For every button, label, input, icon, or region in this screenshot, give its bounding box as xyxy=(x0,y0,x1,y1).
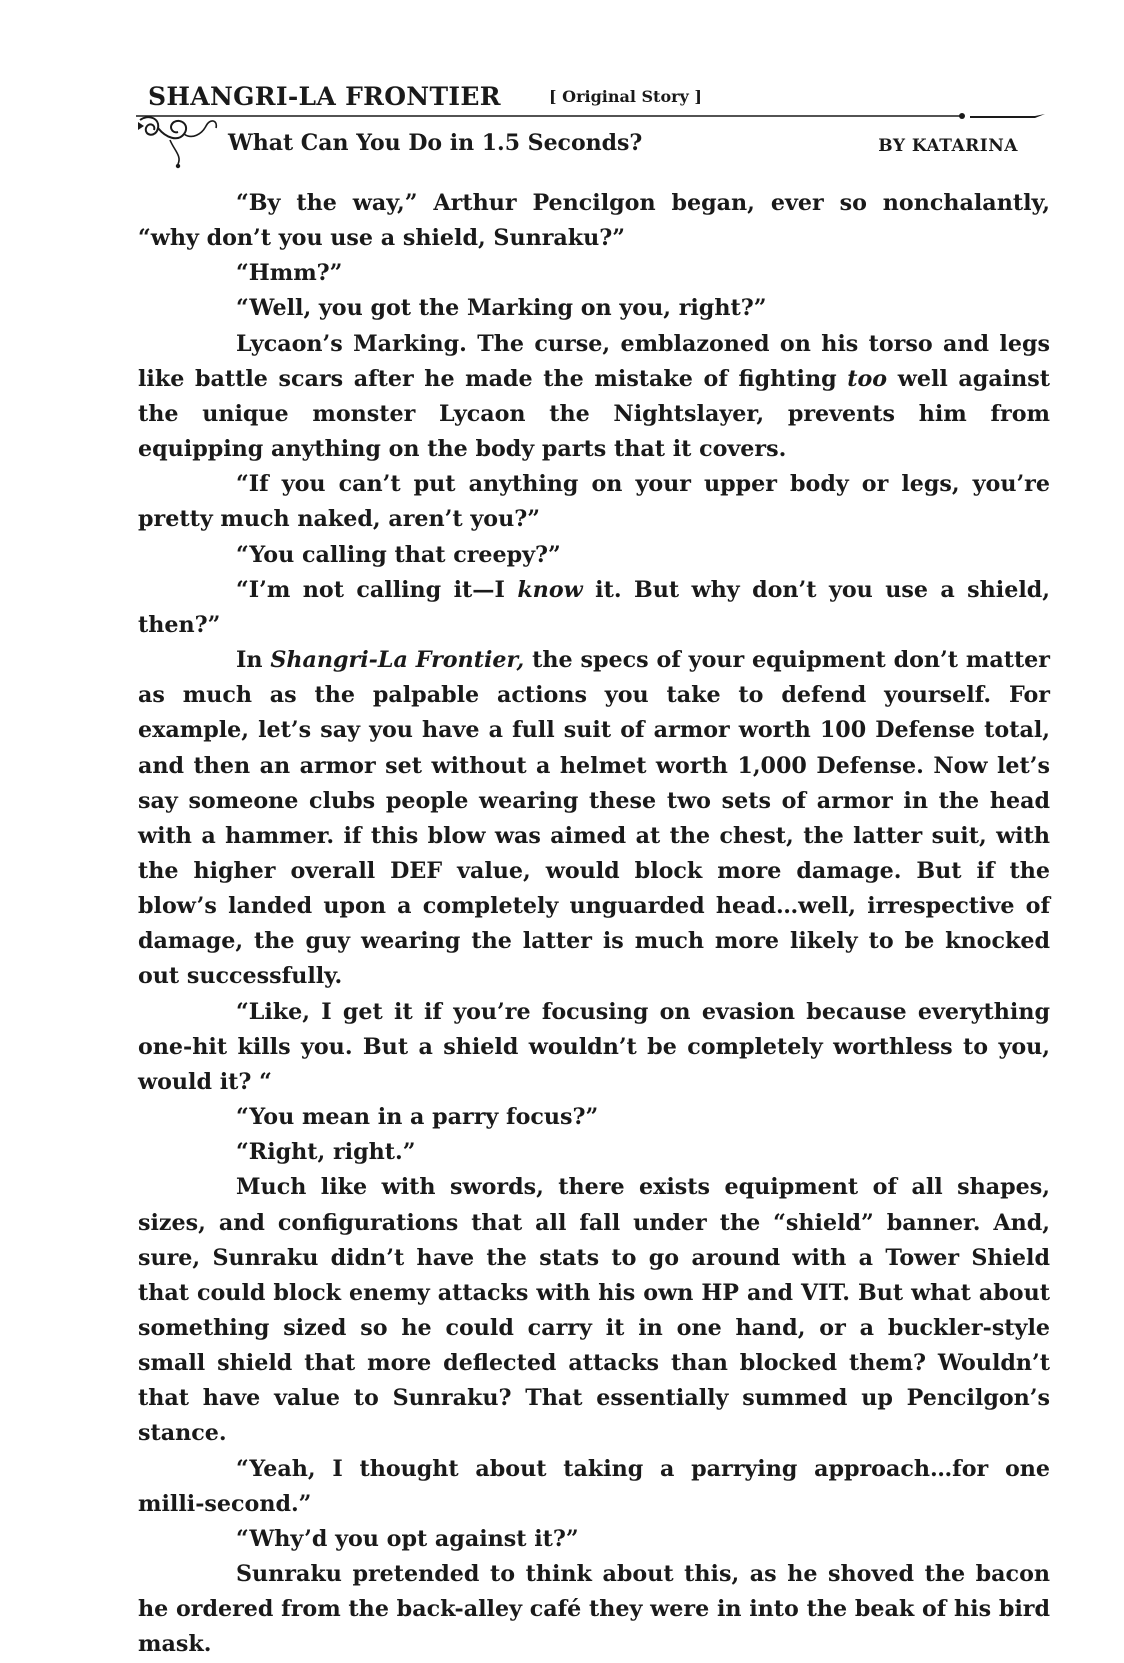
paragraph: Much like with swords, there exists equipment of all shapes, sizes, and configurations that all fall under the “shield” banner. And, sure, Sunraku didn’t have the stats to go around with a Tower Shield that could block enemy attacks with his own HP and VIT. But what about something sized so he could carry it in one hand, or a buckler-style small shield that more deflected attacks than blocked them? Wouldn’t that have value to Sunraku? That essentially summed up Pencilgon’s stance. xyxy=(138,1174,1050,1447)
story-body xyxy=(138,186,1050,1663)
paragraph: “Why’d you opt against it?” xyxy=(236,1525,579,1552)
paragraph: “You mean in a parry focus?” xyxy=(236,1104,599,1131)
paragraph: “I’m not calling it—I know it. But why don’t you use a shield, then?” xyxy=(138,576,1050,638)
paragraph: “Right, right.” xyxy=(236,1139,416,1166)
paragraph: “By the way,” Arthur Pencilgon began, ever so nonchalantly, “why don’t you use a shield, Sunraku?” xyxy=(138,190,1050,252)
paragraph: “You calling that creepy?” xyxy=(236,541,561,568)
paragraph: “Like, I get it if you’re focusing on evasion because everything one-hit kills you. But a shield wouldn’t be completely worthless to you, would it? “ xyxy=(138,998,1050,1095)
series-title: SHANGRI-LA FRONTIER xyxy=(148,82,501,111)
chapter-title: What Can You Do in 1.5 Seconds? xyxy=(228,130,643,156)
paragraph: In Shangri-La Frontier, the specs of your equipment don’t matter as much as the palpable actions you take to defend yourself. For example, let’s say you have a full suit of armor worth 100 Defense total, and then an armor set without a helmet worth 1,000 Defense. Now let’s say someone clubs people wearing these two sets of armor in the head with a hammer. if this blow was aimed at the chest, the latter suit, with the higher overall DEF value, would block more damage. But if the blow’s landed upon a completely unguarded head…well, irrespective of damage, the guy wearing the latter is much more likely to be knocked out successfully. xyxy=(138,647,1050,990)
byline: BY KATARINA xyxy=(878,136,1018,156)
paragraph: “Hmm?” xyxy=(236,260,343,287)
paragraph: Sunraku pretended to think about this, as he shoved the bacon he ordered from the back-alley café they were in into the beak of his bird mask. xyxy=(138,1561,1050,1658)
paragraph: “Well, you got the Marking on you, right?” xyxy=(236,295,767,322)
paragraph: “If you can’t put anything on your upper body or legs, you’re pretty much naked, aren’t you?” xyxy=(138,471,1050,533)
series-tag: [ Original Story ] xyxy=(549,87,702,106)
paragraph: Lycaon’s Marking. The curse, emblazoned on his torso and legs like battle scars after he made the mistake of fighting too well against the unique monster Lycaon the Nightslayer, prevents him from equipping anything on the body parts that it covers. xyxy=(138,330,1050,463)
paragraph: “Yeah, I thought about taking a parrying approach…for one milli-second.” xyxy=(138,1455,1050,1517)
